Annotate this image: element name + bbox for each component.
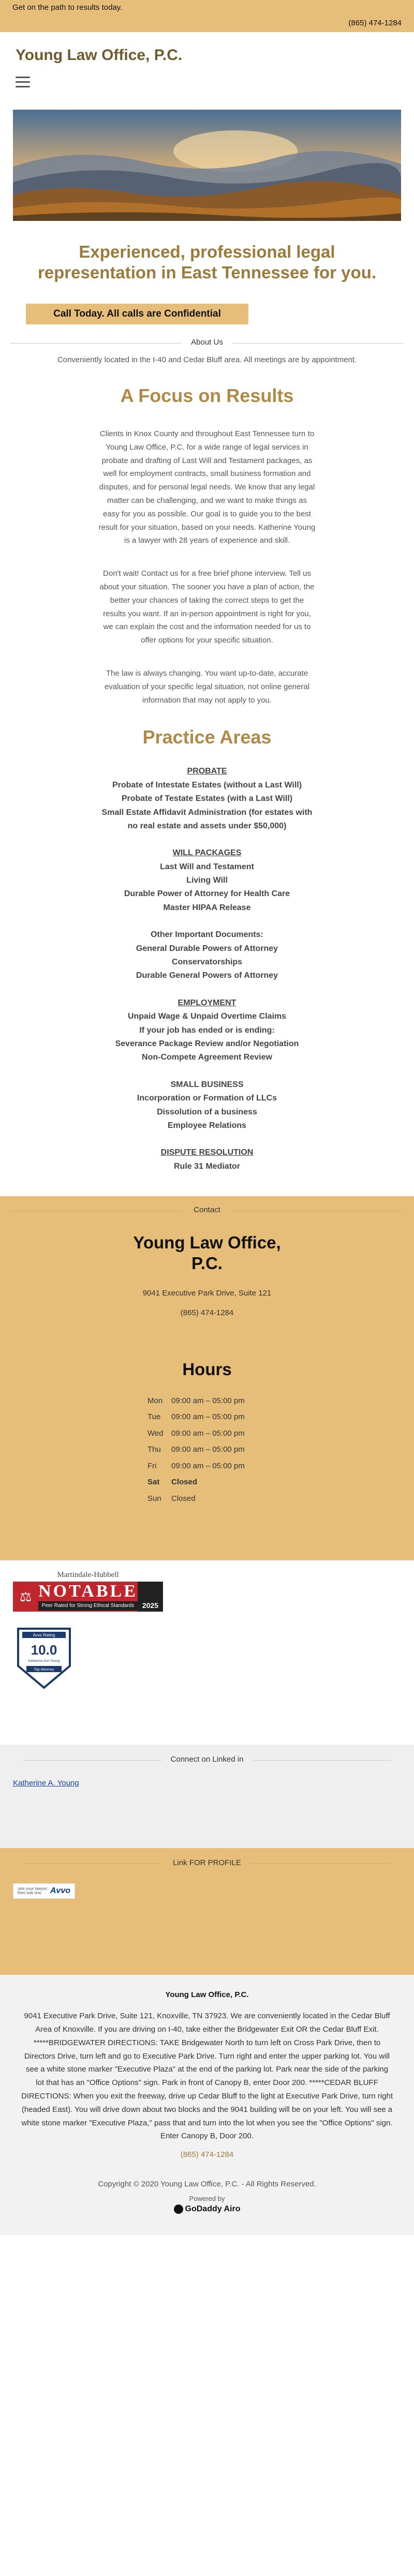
call-today-button[interactable]: Call Today. All calls are Confidential: [26, 304, 248, 324]
about-paragraph: Don't wait! Contact us for a free brief phone interview. Tell us about your situation. The sooner you have a plan of action, the better your chances of taking the correct steps to get the results you want. If an in-person appointment is right for you, we can explain the cost and the information needed for us to offer options for your specific situation.: [99, 569, 315, 645]
contact-card: [129, 1217, 285, 1317]
practice-group-head: PROBATE: [187, 767, 227, 776]
avvo-top-label: Avvo Rating: [33, 1633, 55, 1638]
hours-row: [147, 1458, 267, 1475]
practice-group-head: DISPUTE RESOLUTION: [160, 1148, 254, 1157]
profile-label: Link FOR PROFILE: [164, 1858, 250, 1867]
footer-name: Young Law Office, P.C.: [165, 1990, 249, 2000]
practice-group-documents: [98, 928, 316, 983]
contact-phone-link[interactable]: (865) 474-1284: [180, 1308, 234, 1317]
hours-time: Closed: [171, 1478, 198, 1487]
avvo-bottom-label: Top Attorney: [34, 1668, 54, 1672]
practice-group-head: WILL PACKAGES: [172, 848, 242, 858]
avvo-name: Katherine Ann Young: [28, 1659, 60, 1663]
hours-table: [147, 1393, 267, 1561]
about-body: [98, 427, 316, 707]
avvo-score: 10.0: [31, 1642, 57, 1658]
about-paragraph: Clients in Knox County and throughout East Tennessee turn to Young Law Office, P.C. for a wide range of legal services in probate and drafting of Last Will and Testament packages, as well for employment contracts, small business formation and disputes, and for personal legal needs. We know that any legal matter can be challenging, and we want to make things as easy for you as possible. Our goal is to guide you to the best result for your situation, based on your needs. Katherine Young is a lawyer with 28 years of experience and skill.: [98, 429, 316, 545]
contact-section: [0, 1196, 414, 1560]
scales-icon: ⚖: [13, 1582, 38, 1612]
practice-group-head: SMALL BUSINESS: [170, 1080, 244, 1089]
avvo-profile-button[interactable]: [13, 1883, 75, 1899]
linkedin-section: [0, 1745, 414, 1848]
practice-group-probate: [98, 765, 316, 833]
badges-section: [0, 1560, 414, 1745]
hours-day: Wed: [147, 1428, 164, 1438]
about-subtitle: Conveniently located in the I-40 and Cedar Bluff area. All meetings are by appointment.: [57, 355, 357, 364]
about-divider: [0, 338, 414, 348]
hours-day: Sat: [147, 1478, 160, 1487]
about-label: About Us: [182, 338, 232, 347]
footer-copyright: Copyright © 2020 Young Law Office, P.C. - All Rights Reserved.: [98, 2180, 316, 2189]
practice-item: Non-Compete Agreement Review: [142, 1053, 272, 1062]
practice-group-dispute: [98, 1146, 316, 1173]
hours-row: [147, 1441, 267, 1458]
powered-brand: GoDaddy Airo: [185, 2205, 241, 2214]
avvo-small-caption: rate your lawyer. then ask one: [18, 1886, 48, 1896]
hours-day: Thu: [147, 1445, 161, 1454]
practice-group-employment: [98, 996, 316, 1065]
hours-row: [147, 1491, 267, 1507]
top-phone-link[interactable]: (865) 474-1284: [348, 19, 402, 27]
hero-image: [13, 110, 401, 221]
footer-phone-link[interactable]: (865) 474-1284: [180, 2150, 234, 2160]
practice-list: [98, 765, 316, 1173]
practice-group-small-business: [98, 1078, 316, 1133]
godaddy-logo-icon: [174, 2205, 183, 2214]
practice-item: Employee Relations: [167, 1121, 247, 1130]
top-bar: [0, 0, 414, 32]
hours-day: Sun: [147, 1494, 161, 1503]
practice-item: Probate of Intestate Estates (without a Last Will): [112, 780, 302, 790]
avvo-shield-icon[interactable]: [13, 1625, 75, 1692]
focus-title: A Focus on Results: [120, 385, 294, 406]
linkedin-label: Connect on Linked in: [161, 1755, 253, 1764]
practice-item: Small Estate Affidavit Administration (for estates with no real estate and assets under $50,000): [101, 808, 313, 830]
martindale-notable-badge[interactable]: [13, 1571, 163, 1617]
hours-time: 09:00 am – 05:00 pm: [171, 1428, 245, 1438]
hours-row: [147, 1393, 267, 1409]
hamburger-icon[interactable]: [16, 77, 30, 87]
notable-top-label: Martindale-Hubbell: [57, 1571, 119, 1580]
hours-time: 09:00 am – 05:00 pm: [171, 1461, 245, 1470]
practice-group-head: EMPLOYMENT: [178, 998, 236, 1007]
practice-item: Rule 31 Mediator: [173, 1162, 241, 1171]
hours-time: 09:00 am – 05:00 pm: [171, 1445, 245, 1454]
practice-title: Practice Areas: [142, 726, 272, 748]
notable-subtitle: Peer Rated for Strong Ethical Standards: [38, 1601, 138, 1611]
avvo-logo: Avvo: [50, 1886, 70, 1896]
contact-name: Young Law Office, P.C.: [133, 1233, 281, 1273]
practice-item: Probate of Testate Estates (with a Last Will): [121, 794, 293, 803]
practice-group-wills: [98, 846, 316, 915]
notable-word: NOTABLE: [38, 1582, 138, 1601]
hours-day: Tue: [147, 1412, 161, 1422]
hours-row: [147, 1409, 267, 1425]
practice-item: If your job has ended or is ending:: [139, 1025, 275, 1035]
practice-item: Conservatorships: [171, 958, 243, 967]
hours-time: 09:00 am – 05:00 pm: [171, 1412, 245, 1422]
practice-item: Master HIPAA Release: [163, 903, 251, 912]
practice-item: Severance Package Review and/or Negotiation: [115, 1039, 299, 1048]
contact-address: 9041 Executive Park Drive, Suite 121: [142, 1289, 272, 1298]
hours-time: 09:00 am – 05:00 pm: [171, 1396, 245, 1405]
contact-divider: [0, 1196, 414, 1217]
hours-title: Hours: [182, 1359, 232, 1379]
practice-item: Incorporation or Formation of LLCs: [137, 1094, 277, 1103]
godaddy-airo-link[interactable]: [21, 2205, 393, 2214]
footer-powered-label: Powered by: [189, 2195, 225, 2203]
practice-item: Durable Power of Attorney for Health Care: [124, 889, 290, 899]
footer-directions: 9041 Executive Park Drive, Suite 121, Knoxville, TN 37923. We are conveniently located in the Cedar Bluff Area of Knoxville. If you are driving on I-40, take either the Bridgewater Exit OR the Cedar Bluff Exit. *****BRIDGEWATER DIRECTIONS: TAKE Bridgewater North to turn left on Cross Park Drive, then to Directors Drive, turn left and go to Executive Park Drive. Turn right and enter the upper parking lot. You will see a white stone marker "Executive Plaza" at the end of the parking lot. Park near the side of the parking lot that has an "Office Options" sign. Park in front of Canopy B, enter Door 200. *****CEDAR BLUFF DIRECTIONS: When you exit the freeway, drive up Cedar Bluff to the light at Executive Park Drive, turn right (headed East). You will drive down about two blocks and the 9041 building will be on your left. You will see a white stone marker "Executive Plaza," pass that and turn into the lot when you see the "Office Options" sign. Enter Canopy B, Door 200.: [21, 2012, 393, 2141]
site-footer: [0, 1975, 414, 2235]
practice-item: General Durable Powers of Attorney: [136, 944, 278, 953]
practice-item: Last Will and Testament: [160, 862, 254, 871]
brand-title[interactable]: Young Law Office, P.C.: [16, 47, 183, 64]
practice-item: Unpaid Wage & Unpaid Overtime Claims: [127, 1012, 287, 1021]
practice-group-head: Other Important Documents:: [151, 930, 263, 940]
about-paragraph: The law is always changing. You want up-to-date, accurate evaluation of your specific legal situation, not online general information that may not apply to you.: [104, 668, 310, 705]
notable-year: 2025: [138, 1582, 163, 1612]
practice-item: Durable General Powers of Attorney: [136, 971, 278, 980]
profile-section: [0, 1848, 414, 1975]
hours-row-today: [147, 1474, 267, 1491]
profile-divider: [13, 1858, 401, 1869]
contact-label: Contact: [184, 1205, 230, 1214]
practice-item: Dissolution of a business: [157, 1107, 257, 1116]
hours-row: [147, 1425, 267, 1442]
site-header: [0, 32, 414, 110]
hours-time: Closed: [171, 1494, 196, 1503]
hero-headline: Experienced, professional legal representation in East Tennessee for you.: [37, 242, 377, 282]
linkedin-profile-link[interactable]: Katherine A. Young: [13, 1779, 79, 1788]
linkedin-divider: [13, 1755, 401, 1765]
hours-day: Fri: [147, 1461, 157, 1470]
practice-item: Living Will: [186, 876, 228, 885]
top-tagline: Get on the path to results today.: [12, 3, 123, 12]
hours-day: Mon: [147, 1396, 163, 1405]
